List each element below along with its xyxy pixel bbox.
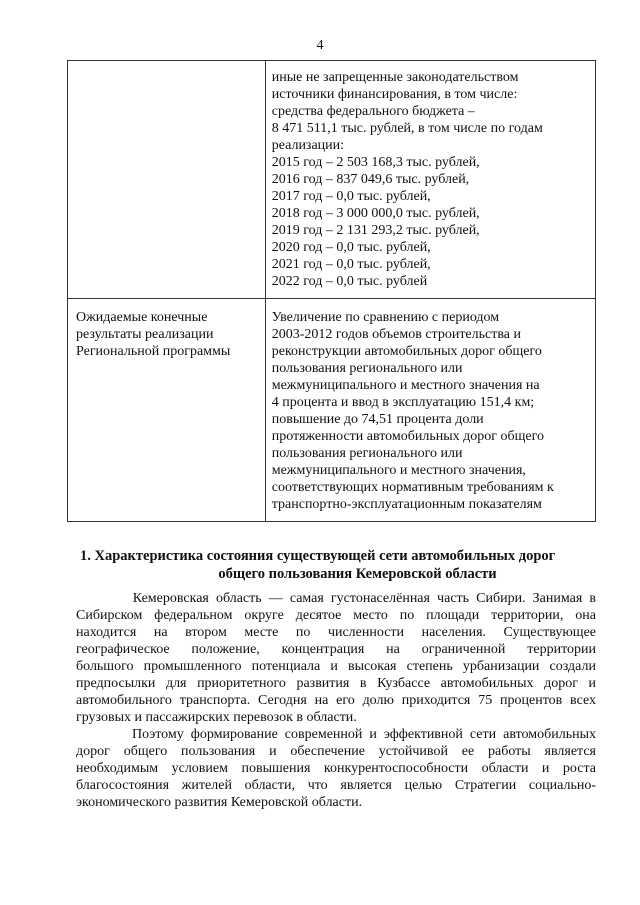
financing-line: 8 471 511,1 тыс. рублей, в том числе по годам <box>271 121 543 136</box>
financing-year-line: 2021 год – 0,0 тыс. рублей, <box>271 257 431 272</box>
results-line: пользования регионального или <box>271 361 463 376</box>
results-label-line: результаты реализации <box>76 327 214 342</box>
body-text <box>76 590 596 811</box>
financing-line: иные не запрещенные законодательством <box>271 70 519 85</box>
financing-row <box>68 61 596 299</box>
financing-line: источники финансирования, в том числе: <box>271 87 518 102</box>
financing-line: реализации: <box>271 138 345 153</box>
results-line: 4 процента и ввод в эксплуатацию 151,4 км; <box>271 395 535 410</box>
paragraph-line: дорог общего пользования и обеспечение устойчивой ее работы является <box>76 744 596 759</box>
paragraph-line: грузовых и пассажирских перевозок в области. <box>76 710 357 725</box>
program-passport-table <box>67 60 596 522</box>
paragraph-line: большого промышленного потенциала и высокая степень урбанизации создали <box>76 659 596 674</box>
financing-year-line: 2016 год – 837 049,6 тыс. рублей, <box>271 172 470 187</box>
paragraph-line: экономического развития Кемеровской области. <box>76 795 363 810</box>
paragraph-line: необходимым условием повышения конкурентоспособности области и роста <box>76 761 596 776</box>
financing-line: средства федерального бюджета – <box>271 104 475 119</box>
paragraph-2 <box>76 726 596 811</box>
results-line: протяженности автомобильных дорог общего <box>271 429 545 444</box>
paragraph-line: предпосылки для приоритетного развития в Кузбассе автомобильных дорог и <box>76 676 596 691</box>
paragraph-line: находится на втором месте по численности населения. Существующее <box>76 625 596 640</box>
page-number: 4 <box>316 38 324 53</box>
results-line: транспортно-эксплуатационным показателям <box>271 497 542 512</box>
results-line: межмуниципального и местного значения, <box>271 463 526 478</box>
expected-results-value-cell <box>265 299 595 522</box>
financing-label-cell <box>68 61 266 299</box>
financing-year-line: 2019 год – 2 131 293,2 тыс. рублей, <box>271 223 480 238</box>
financing-year-line: 2015 год – 2 503 168,3 тыс. рублей, <box>271 155 480 170</box>
paragraph-line: Поэтому формирование современной и эффективной сети автомобильных <box>76 727 596 742</box>
paragraph-line: географическое положение, концентрация на ограниченной территории <box>76 642 596 657</box>
results-line: 2003-2012 годов объемов строительства и <box>271 327 521 342</box>
results-line: реконструкции автомобильных дорог общего <box>271 344 542 359</box>
paragraph-line: благосостояния жителей области, что является целью Стратегии социально- <box>76 778 596 793</box>
results-line: соответствующих нормативным требованиям к <box>271 480 554 495</box>
expected-results-row <box>68 299 596 522</box>
financing-year-line: 2018 год – 3 000 000,0 тыс. рублей, <box>271 206 480 221</box>
financing-year-line: 2017 год – 0,0 тыс. рублей, <box>271 189 431 204</box>
expected-results-label-cell <box>68 299 266 522</box>
section-heading-line: общего пользования Кемеровской области <box>218 566 497 582</box>
paragraph-line: автомобильного транспорта. Сегодня на его долю приходится 75 процентов всех <box>76 693 596 708</box>
results-label-line: Региональной программы <box>76 344 231 359</box>
financing-year-line: 2020 год – 0,0 тыс. рублей, <box>271 240 431 255</box>
paragraph-1 <box>76 590 596 726</box>
results-line: Увеличение по сравнению с периодом <box>271 310 500 325</box>
paragraph-line: Сибирском федеральном округе десятое место по площади территории, она <box>76 608 596 623</box>
results-label-line: Ожидаемые конечные <box>76 310 208 325</box>
financing-sources-cell <box>265 61 595 299</box>
results-line: повышение до 74,51 процента доли <box>271 412 484 427</box>
section-heading-line: 1. Характеристика состояния существующей сети автомобильных дорог <box>80 548 556 564</box>
results-line: пользования регионального или <box>271 446 463 461</box>
section-heading <box>80 547 610 583</box>
results-line: межмуниципального и местного значения на <box>271 378 540 393</box>
financing-year-line: 2022 год – 0,0 тыс. рублей <box>271 274 428 289</box>
paragraph-line: Кемеровская область — самая густонаселённая часть Сибири. Занимая в <box>76 591 596 606</box>
